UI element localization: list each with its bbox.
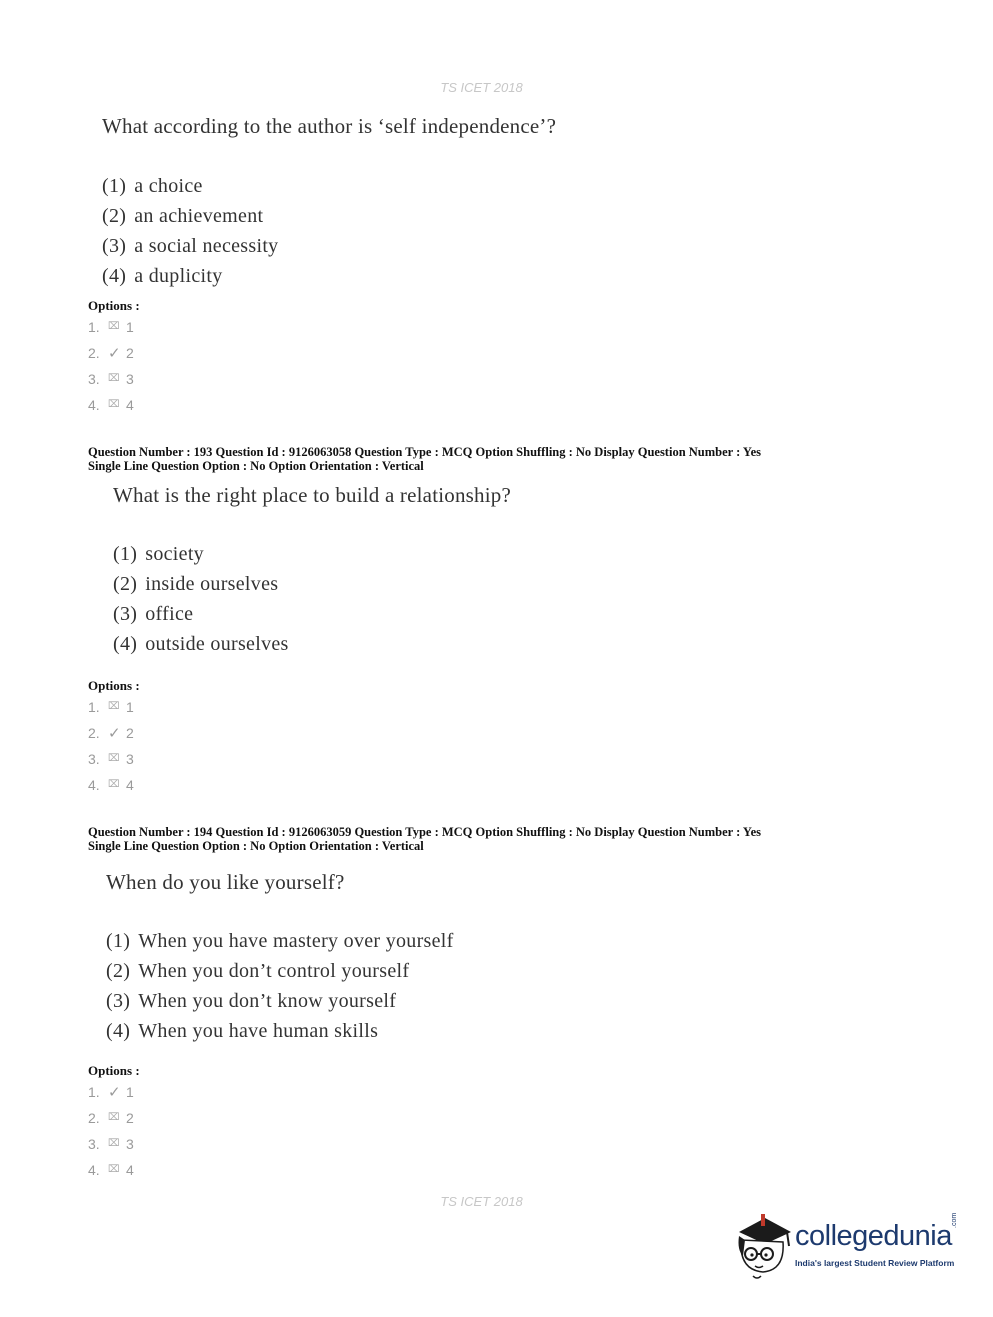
option-index: 3. — [88, 371, 100, 387]
choice-item — [106, 926, 454, 956]
choice-item — [106, 1016, 454, 1046]
choice-text: inside ourselves — [145, 573, 279, 595]
question-meta-line: Question Number : 193 Question Id : 9126063058 Question Type : MCQ Option Shuffling : No Display Question Number : Yes — [88, 445, 761, 459]
option-row — [88, 1131, 134, 1157]
option-value: 3 — [126, 1136, 134, 1152]
option-row — [88, 314, 134, 340]
option-value: 1 — [126, 1084, 134, 1100]
options-label: Options : — [88, 1063, 140, 1078]
option-index: 2. — [88, 725, 100, 741]
option-index: 1. — [88, 319, 100, 335]
choice-number: (3) — [113, 603, 138, 625]
cross-mark-icon: ⌧ — [108, 701, 120, 712]
logo-tagline: India's largest Student Review Platform — [795, 1258, 955, 1268]
option-value: 4 — [126, 1162, 134, 1178]
option-index: 2. — [88, 1110, 100, 1126]
choice-item — [102, 171, 278, 201]
option-row — [88, 1157, 134, 1183]
options-list — [88, 1079, 134, 1183]
header-watermark: TS ICET 2018 — [440, 80, 523, 95]
option-value: 4 — [126, 777, 134, 793]
choice-item — [113, 629, 289, 659]
option-row — [88, 392, 134, 418]
option-index: 4. — [88, 777, 100, 793]
cross-mark-icon: ⌧ — [108, 1138, 120, 1149]
option-row — [88, 366, 134, 392]
choice-text: an achievement — [134, 205, 264, 227]
options-list — [88, 694, 134, 798]
choice-number: (4) — [106, 1020, 131, 1042]
question-meta-line: Single Line Question Option : No Option Orientation : Vertical — [88, 459, 424, 473]
options-label: Options : — [88, 678, 140, 693]
choice-text: When you don’t know yourself — [138, 990, 397, 1012]
choice-list — [102, 171, 278, 291]
check-mark-icon: ✓ — [108, 725, 121, 742]
choice-text: outside ourselves — [145, 633, 289, 655]
footer-watermark: TS ICET 2018 — [440, 1194, 523, 1209]
cross-mark-icon: ⌧ — [108, 779, 120, 790]
option-row — [88, 340, 134, 366]
option-index: 4. — [88, 397, 100, 413]
choice-number: (4) — [113, 633, 138, 655]
choice-number: (2) — [113, 573, 138, 595]
choice-text: When you don’t control yourself — [138, 960, 410, 982]
cross-mark-icon: ⌧ — [108, 753, 120, 764]
collegedunia-logo — [735, 1210, 965, 1285]
choice-item — [113, 569, 289, 599]
option-row — [88, 720, 134, 746]
option-row — [88, 1105, 134, 1131]
cross-mark-icon: ⌧ — [108, 321, 120, 332]
choice-number: (4) — [102, 265, 127, 287]
option-row — [88, 746, 134, 772]
choice-text: When you have human skills — [138, 1020, 379, 1042]
option-value: 2 — [126, 345, 134, 361]
option-row — [88, 772, 134, 798]
question-text: What according to the author is ‘self independence’? — [102, 114, 557, 138]
choice-item — [102, 261, 278, 291]
choice-list — [113, 539, 289, 659]
mascot-icon — [735, 1210, 795, 1285]
question-meta-line: Question Number : 194 Question Id : 9126063059 Question Type : MCQ Option Shuffling : No Display Question Number : Yes — [88, 825, 761, 839]
option-value: 4 — [126, 397, 134, 413]
option-value: 2 — [126, 725, 134, 741]
option-value: 1 — [126, 699, 134, 715]
option-value: 1 — [126, 319, 134, 335]
cross-mark-icon: ⌧ — [108, 1112, 120, 1123]
option-index: 3. — [88, 1136, 100, 1152]
choice-text: society — [145, 543, 204, 565]
logo-suffix: .com — [951, 1212, 958, 1228]
option-index: 3. — [88, 751, 100, 767]
choice-number: (3) — [106, 990, 131, 1012]
choice-text: a duplicity — [134, 265, 223, 287]
choice-item — [102, 231, 278, 261]
option-value: 3 — [126, 371, 134, 387]
choice-text: When you have mastery over yourself — [138, 930, 454, 952]
question-meta — [88, 445, 761, 473]
option-index: 1. — [88, 1084, 100, 1100]
cross-mark-icon: ⌧ — [108, 1164, 120, 1175]
logo-wordmark: collegedunia — [795, 1220, 952, 1252]
option-index: 2. — [88, 345, 100, 361]
option-row — [88, 1079, 134, 1105]
option-row — [88, 694, 134, 720]
choice-list — [106, 926, 454, 1046]
choice-item — [113, 539, 289, 569]
options-label: Options : — [88, 298, 140, 313]
choice-number: (1) — [102, 175, 127, 197]
choice-number: (2) — [106, 960, 131, 982]
choice-number: (3) — [102, 235, 127, 257]
option-value: 3 — [126, 751, 134, 767]
option-index: 1. — [88, 699, 100, 715]
question-meta — [88, 825, 761, 853]
choice-number: (2) — [102, 205, 127, 227]
choice-item — [106, 956, 454, 986]
cross-mark-icon: ⌧ — [108, 373, 120, 384]
cross-mark-icon: ⌧ — [108, 399, 120, 410]
check-mark-icon: ✓ — [108, 345, 121, 362]
choice-text: office — [145, 603, 194, 625]
choice-text: a social necessity — [134, 235, 279, 257]
options-list — [88, 314, 134, 418]
check-mark-icon: ✓ — [108, 1084, 121, 1101]
choice-item — [113, 599, 289, 629]
option-value: 2 — [126, 1110, 134, 1126]
choice-item — [102, 201, 278, 231]
question-text: When do you like yourself? — [106, 870, 345, 894]
question-meta-line: Single Line Question Option : No Option Orientation : Vertical — [88, 839, 424, 853]
option-index: 4. — [88, 1162, 100, 1178]
question-text: What is the right place to build a relationship? — [113, 483, 511, 507]
choice-item — [106, 986, 454, 1016]
choice-text: a choice — [134, 175, 203, 197]
choice-number: (1) — [106, 930, 131, 952]
choice-number: (1) — [113, 543, 138, 565]
